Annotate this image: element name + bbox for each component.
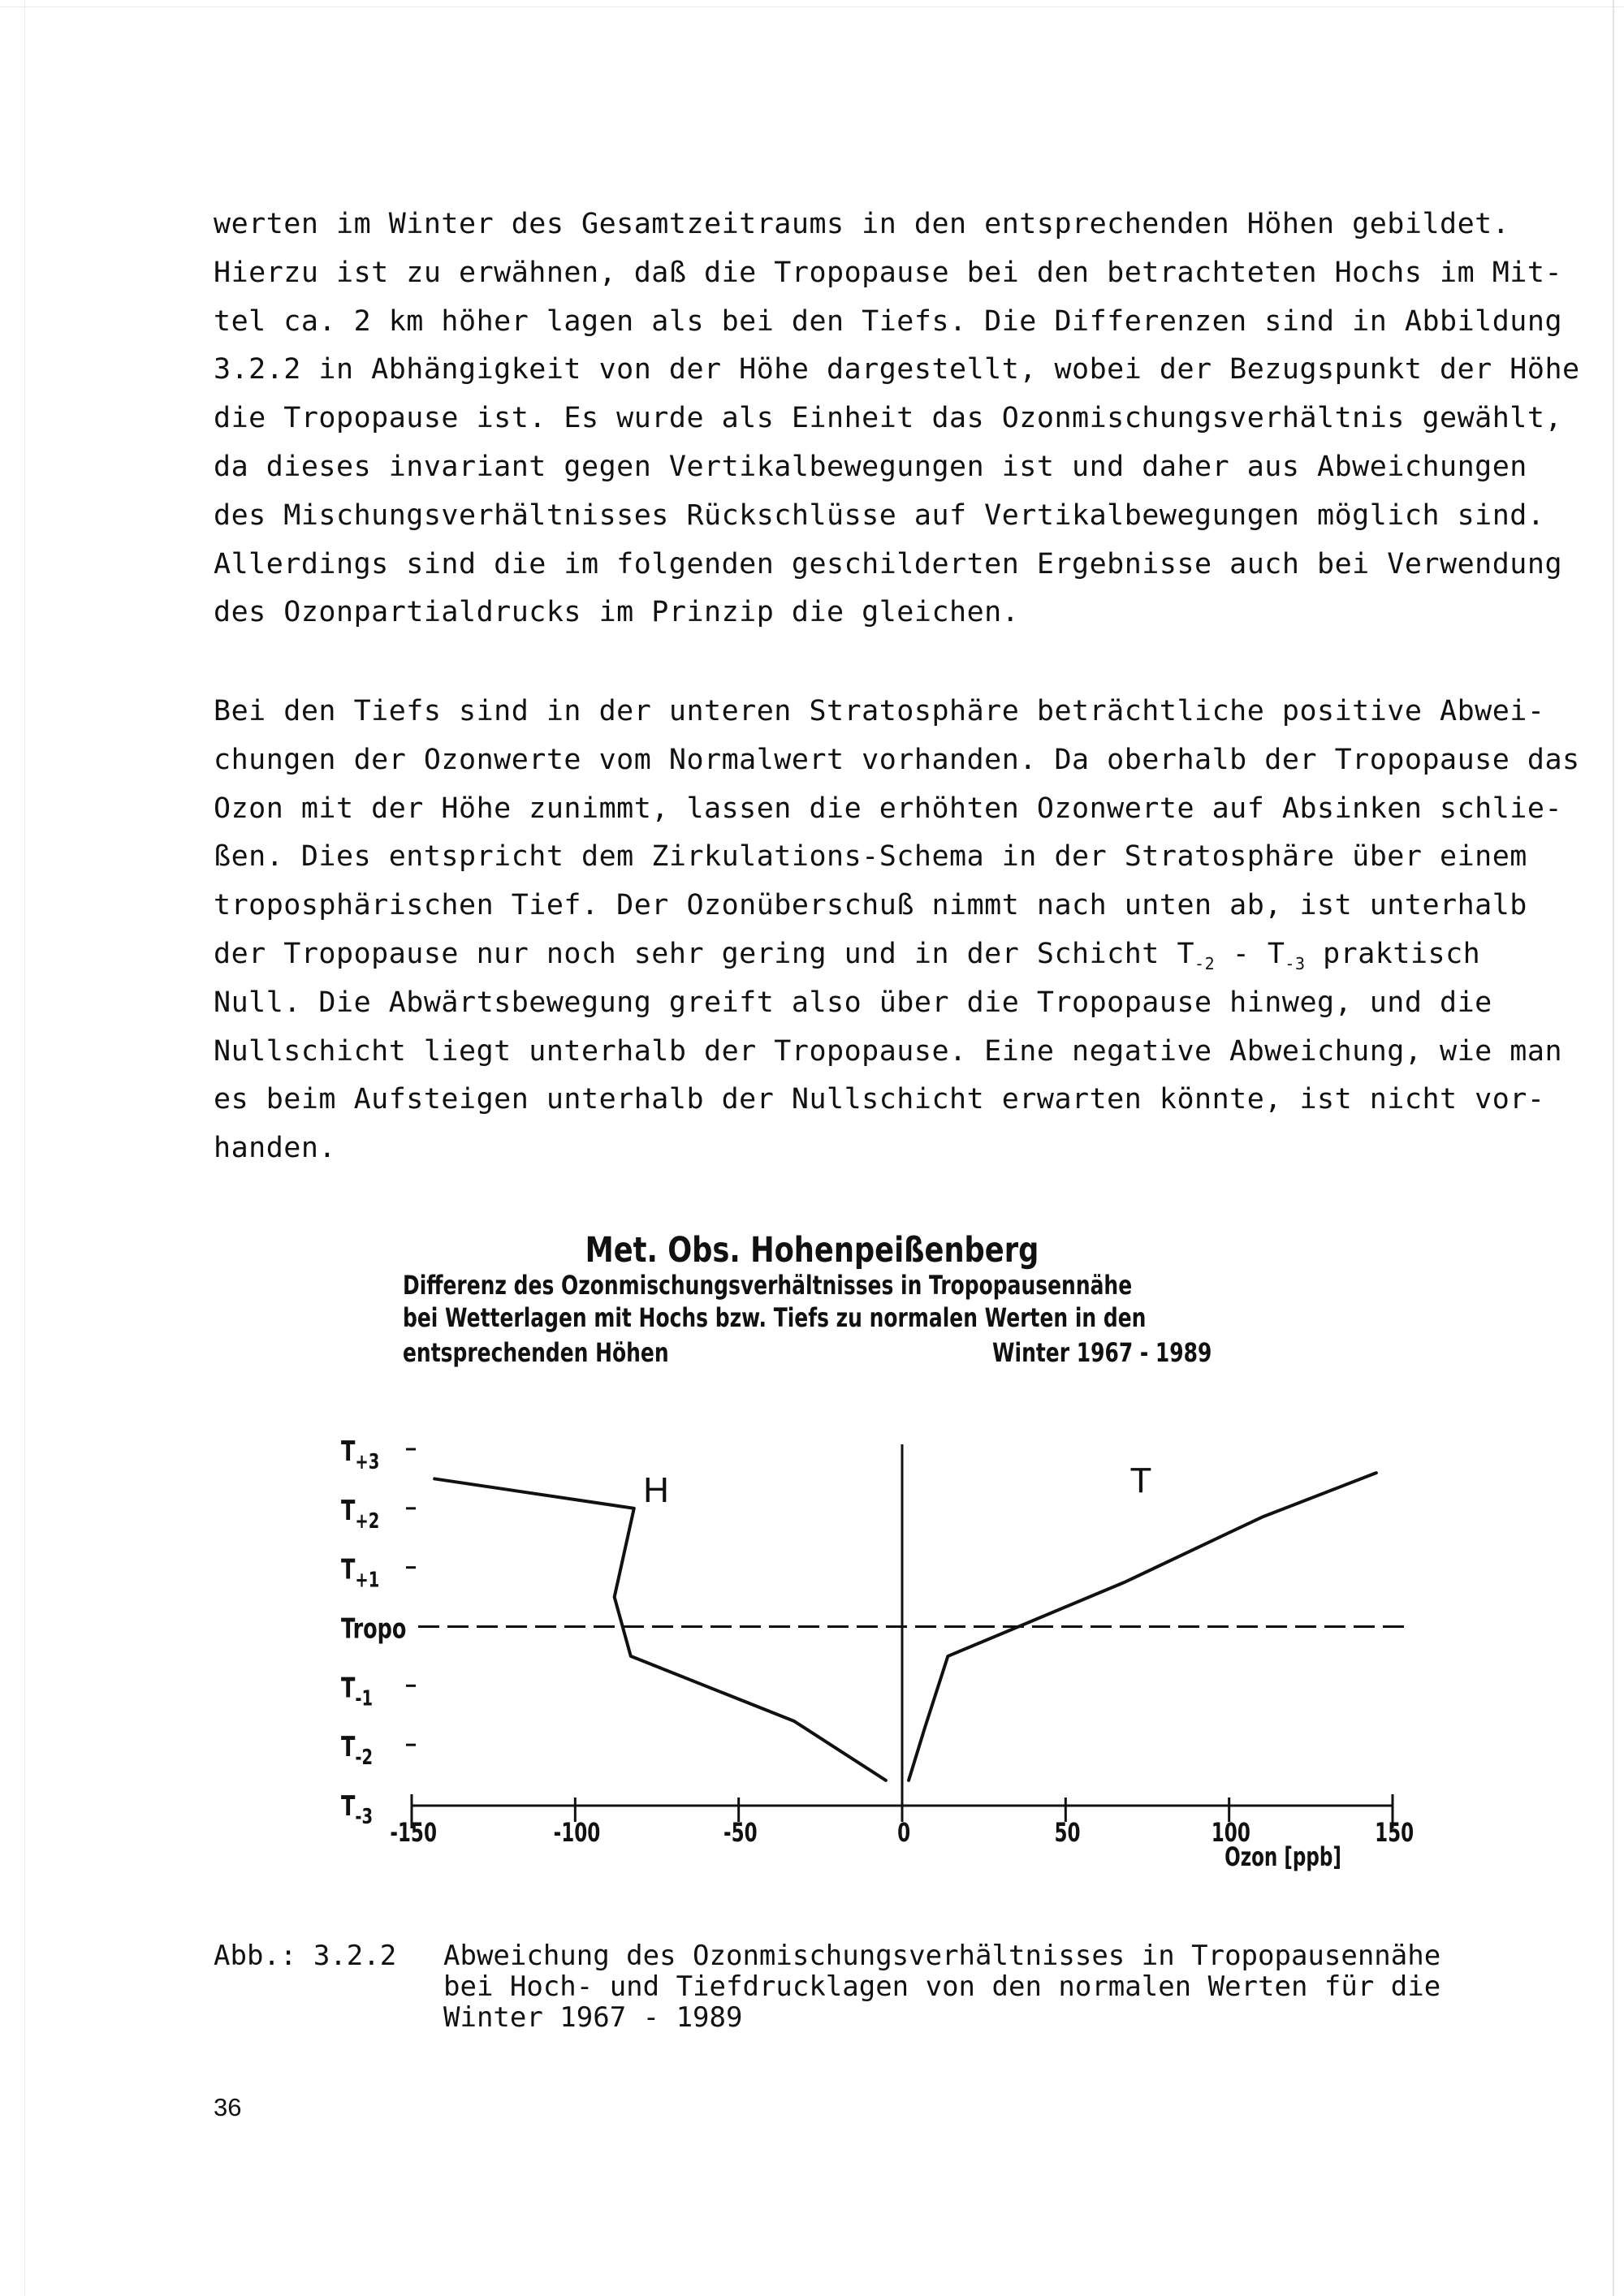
- y-level-label: $T_{+1}$: [341, 1554, 380, 1593]
- series-label-t: T: [1129, 1461, 1152, 1500]
- series-label-h: H: [643, 1470, 669, 1510]
- paragraph-1-line: Allerdings sind die im folgenden geschilderten Ergebnisse auch bei Verwendung: [214, 547, 1563, 580]
- paragraph-1-line: des Mischungsverhältnisses Rückschlüsse auf Vertikalbewegungen möglich sind.: [214, 498, 1545, 532]
- paragraph-2-line: Bei den Tiefs sind in der unteren Stratosphäre beträchtliche positive Abwei-: [214, 695, 1545, 727]
- paragraph-2-line: troposphärischen Tief. Der Ozonüberschuß nimmt nach unten ab, ist unterhalb: [214, 889, 1527, 922]
- paragraph-2-line: es beim Aufsteigen unterhalb der Nullschicht erwarten könnte, ist nicht vor-: [214, 1083, 1545, 1116]
- paragraph-1-line: werten im Winter des Gesamtzeitraums in den entsprechenden Höhen gebildet.: [214, 208, 1510, 240]
- paragraph-2-line: Null. Die Abwärtsbewegung greift also über die Tropopause hinweg, und die: [214, 986, 1492, 1019]
- page-number: 36: [214, 2093, 242, 2121]
- paragraph-2-line: chungen der Ozonwerte vom Normalwert vorhanden. Da oberhalb der Tropopause das: [214, 743, 1580, 776]
- chart-subtitle-line-1: Differenz des Ozonmischungsverhältnisses in Tropopausennähe: [403, 1270, 1133, 1301]
- y-level-label: $T_{-2}$: [341, 1731, 374, 1770]
- caption-text: Abweichung des Ozonmischungsverhältnisses in Tropopausennähe bei Hoch- und Tiefdrucklagen von den normalen Werten für die Winter 1967 - 1989: [443, 1940, 1441, 2034]
- x-tick-label: 100: [1211, 1817, 1250, 1849]
- paragraph-1-line: da dieses invariant gegen Vertikalbewegungen ist und daher aus Abweichungen: [214, 450, 1527, 483]
- chart-subtitle-line-2: bei Wetterlagen mit Hochs bzw. Tiefs zu normalen Werten in den: [403, 1302, 1147, 1333]
- y-level-label: $T_{+2}$: [341, 1495, 380, 1534]
- paragraph-1-line: die Tropopause ist. Es wurde als Einheit das Ozonmischungsverhältnis gewählt,: [214, 402, 1563, 435]
- paragraph-1-line: tel ca. 2 km höher lagen als bei den Tiefs. Die Differenzen sind in Abbildung: [214, 304, 1563, 338]
- caption-label: Abb.: 3.2.2: [214, 1940, 397, 1972]
- paragraph-1-line: 3.2.2 in Abhängigkeit von der Höhe dargestellt, wobei der Bezugspunkt der Höhe: [214, 353, 1580, 386]
- paragraph-2-line: Ozon mit der Höhe zunimmt, lassen die erhöhten Ozonwerte auf Absinken schlie-: [214, 792, 1563, 825]
- x-tick-label: -50: [723, 1817, 758, 1849]
- paragraph-2-line: Nullschicht liegt unterhalb der Tropopause. Eine negative Abweichung, wie man: [214, 1034, 1563, 1068]
- x-tick-label: -100: [553, 1817, 601, 1849]
- chart-subtitle-line-3-left: entsprechenden Höhen: [403, 1337, 669, 1368]
- y-level-label: $T_{-3}$: [341, 1790, 374, 1829]
- chart-subtitle-line-3-right: Winter 1967 - 1989: [992, 1337, 1212, 1368]
- x-tick-label: 0: [897, 1817, 911, 1849]
- paragraph-2-line: der Tropopause nur noch sehr gering und in der Schicht $T_{-2} - T_{-3}$ praktisch: [214, 937, 1481, 973]
- y-level-label: $T_{+3}$: [341, 1435, 380, 1474]
- y-level-label: $T_{-1}$: [341, 1672, 374, 1711]
- series-line-h: [434, 1478, 886, 1780]
- chart-title: Met. Obs. Hohenpeißenberg: [585, 1230, 1039, 1271]
- x-tick-label: 150: [1375, 1817, 1415, 1849]
- paragraph-2-line: ßen. Dies entspricht dem Zirkulations-Schema in der Stratosphäre über einem: [214, 840, 1527, 874]
- paragraph-2-line: handen.: [214, 1132, 337, 1165]
- paragraph-1-line: Hierzu ist zu erwähnen, daß die Tropopause bei den betrachteten Hochs im Mit-: [214, 256, 1563, 289]
- x-tick-label: -150: [390, 1817, 437, 1849]
- y-level-label: Tropo: [341, 1612, 407, 1646]
- x-tick-label: 50: [1054, 1817, 1081, 1849]
- paragraph-1-line: des Ozonpartialdrucks im Prinzip die gleichen.: [214, 596, 1020, 629]
- x-axis-label: Ozon [ppb]: [1224, 1841, 1341, 1873]
